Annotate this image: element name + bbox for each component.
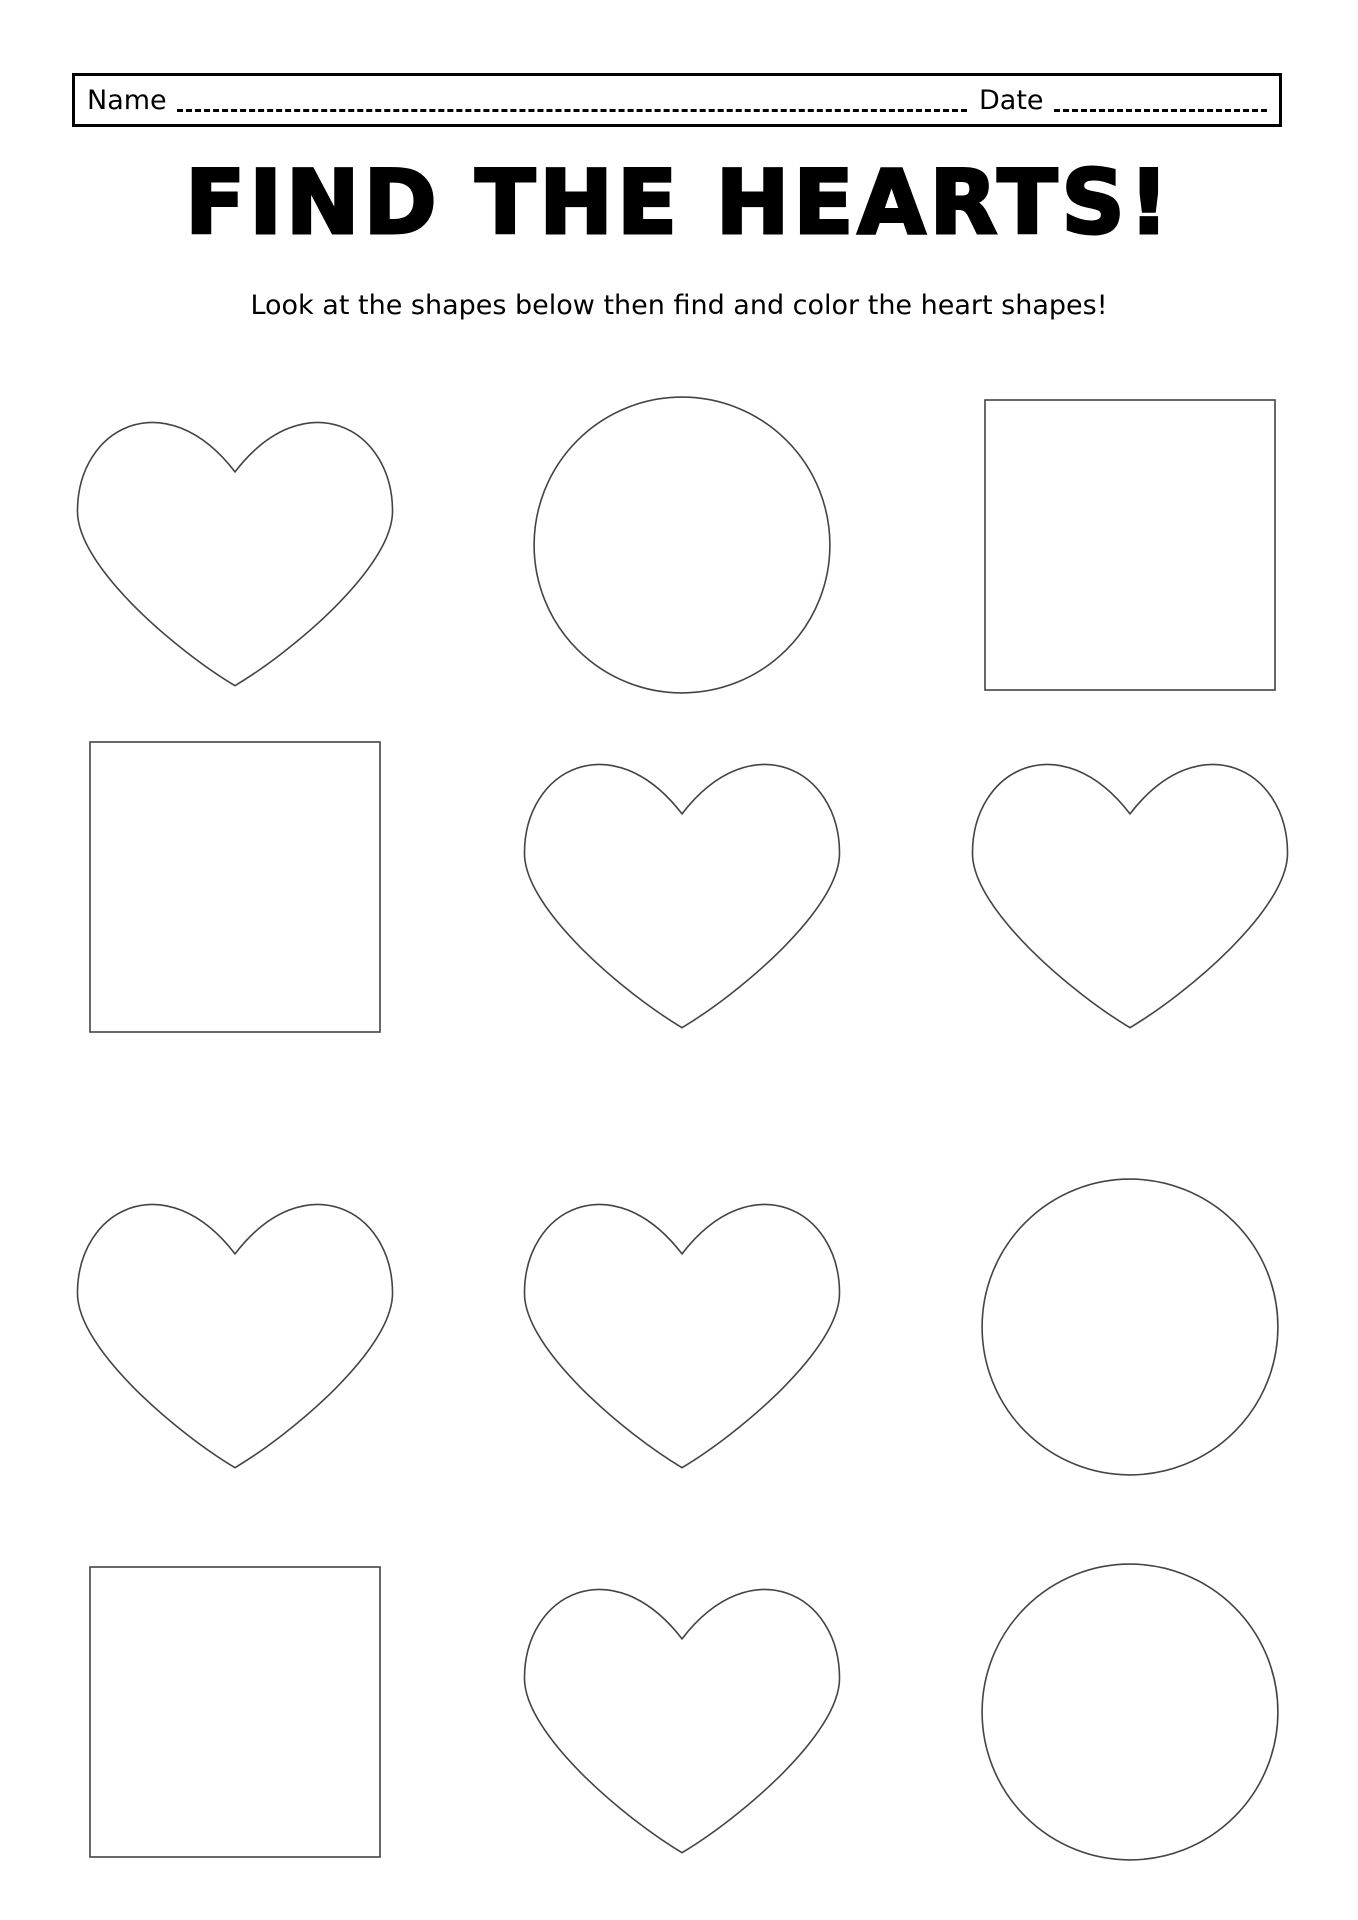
heart-shape[interactable] [77,1204,392,1467]
circle-shape[interactable] [982,1179,1278,1475]
heart-shape[interactable] [524,764,839,1027]
worksheet-instructions: Look at the shapes below then find and color the heart shapes! [250,290,1108,321]
square-shape[interactable] [90,742,380,1032]
heart-shape[interactable] [524,1204,839,1467]
circle-shape[interactable] [534,397,830,693]
name-label: Name [87,84,167,116]
date-label: Date [979,84,1044,116]
square-shape[interactable] [90,1567,380,1857]
heart-shape[interactable] [77,422,392,685]
heart-shape[interactable] [972,764,1287,1027]
heart-shape[interactable] [524,1589,839,1852]
circle-shape[interactable] [982,1564,1278,1860]
worksheet-title: FIND THE HEARTS! [185,151,1173,254]
square-shape[interactable] [985,400,1275,690]
